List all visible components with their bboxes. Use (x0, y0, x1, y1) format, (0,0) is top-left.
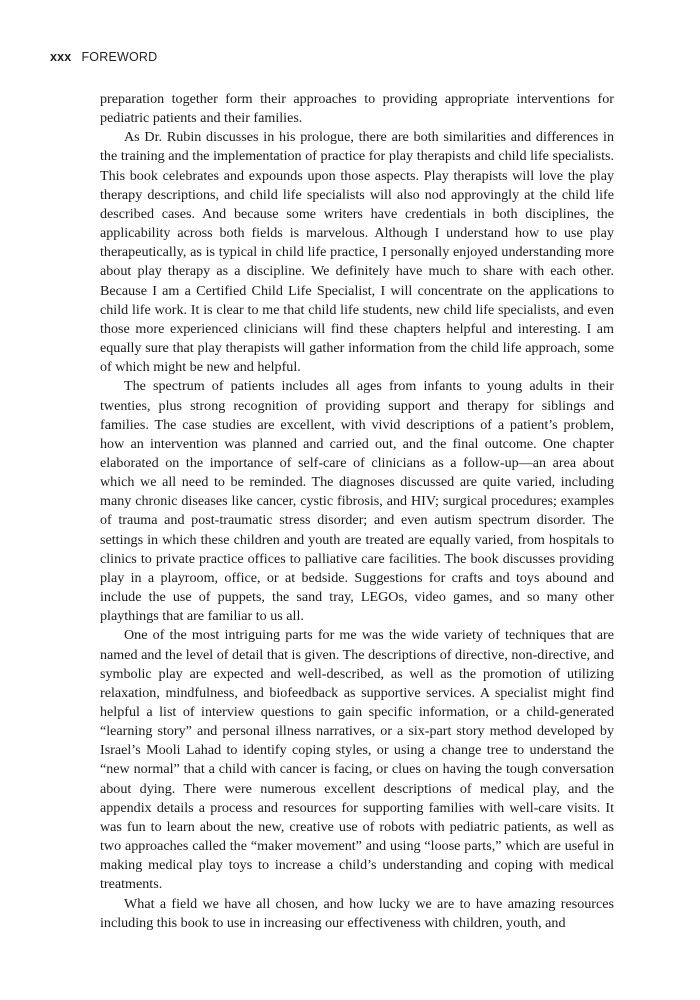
paragraph-continued: preparation together form their approaches to providing appropriate interventions for pediatric patients and their families. (100, 91, 614, 127)
paragraph-techniques: One of the most intriguing parts for me was the wide variety of techniques that are named and the level of detail that is given. The descriptions of directive, non-directive, and symbolic play are expected and well-described, as well as the promotion of utilizing relaxation, mindfulness, and biofeedback as supportive services. A specialist might find helpful a list of interview questions to gain specific information, or a child-generated “learning story” and personal illness narratives, or a six-part story method developed by Israel’s Mooli Lahad to identify coping styles, or using a change tree to understand the “new normal” that a child with cancer is facing, or clues on having the tough conversation about dying. There were numerous excellent descriptions of medical play, and the appendix details a process and resources for supporting families with well-care visits. It was fun to learn about the new, creative use of robots with pediatric patients, as well as two approaches called the “maker movement” and using “loose parts,” which are useful in making medical play toys to increase a child’s understanding and coping with medical treatments. (100, 627, 614, 893)
paragraph-spectrum-of-patients: The spectrum of patients includes all ages from infants to young adults in their twenties, plus strong recognition of providing support and therapy for siblings and families. The case studies are excellent, with vivid descriptions of a patient’s problem, how an intervention was planned and carried out, and the final outcome. One chapter elaborated on the importance of self-care of clinicians as a follow-up—an area about which we all need to be reminded. The diagnoses discussed are quite varied, including many chronic diseases like cancer, cystic fibrosis, and HIV; surgical procedures; examples of trauma and post-traumatic stress disorder; and even autism spectrum disorder. The settings in which these children and youth are treated are equally varied, from hospitals to clinics to private practice offices to palliative care facilities. The book discusses providing play in a playroom, office, or at bedside. Suggestions for crafts and toys abound and include the use of puppets, the sand tray, LEGOs, video games, and so many other playthings that are familiar to us all. (100, 378, 614, 625)
paragraph-closing: What a field we have all chosen, and how lucky we are to have amazing resources including this book to use in increasing our effectiveness with children, youth, and (100, 895, 614, 931)
section-title: FOREWORD (81, 50, 158, 64)
body-text (100, 90, 614, 933)
paragraph-rubin-prologue: As Dr. Rubin discusses in his prologue, there are both similarities and differences in the training and the implementation of practice for play therapists and child life specialists. This book celebrates and expounds upon those aspects. Play therapists will love the play therapy descriptions, and child life specialists will also nod approvingly at the child life described cases. And because some writers have credentials in both disciplines, the applicability across both fields is marvelous. Although I understand how to use play therapeutically, as is typical in child life practice, I personally enjoyed understanding more about play therapy as a discipline. We definitely have much to share with each other. Because I am a Certified Child Life Specialist, I will concentrate on the applications to child life work. It is clear to me that child life students, new child life specialists, and even those more experienced clinicians will find these chapters helpful and interesting. I am equally sure that play therapists will gather information from the child life approach, some of which might be new and helpful. (100, 129, 614, 376)
page-number: xxx (50, 50, 72, 64)
running-head (50, 50, 157, 64)
